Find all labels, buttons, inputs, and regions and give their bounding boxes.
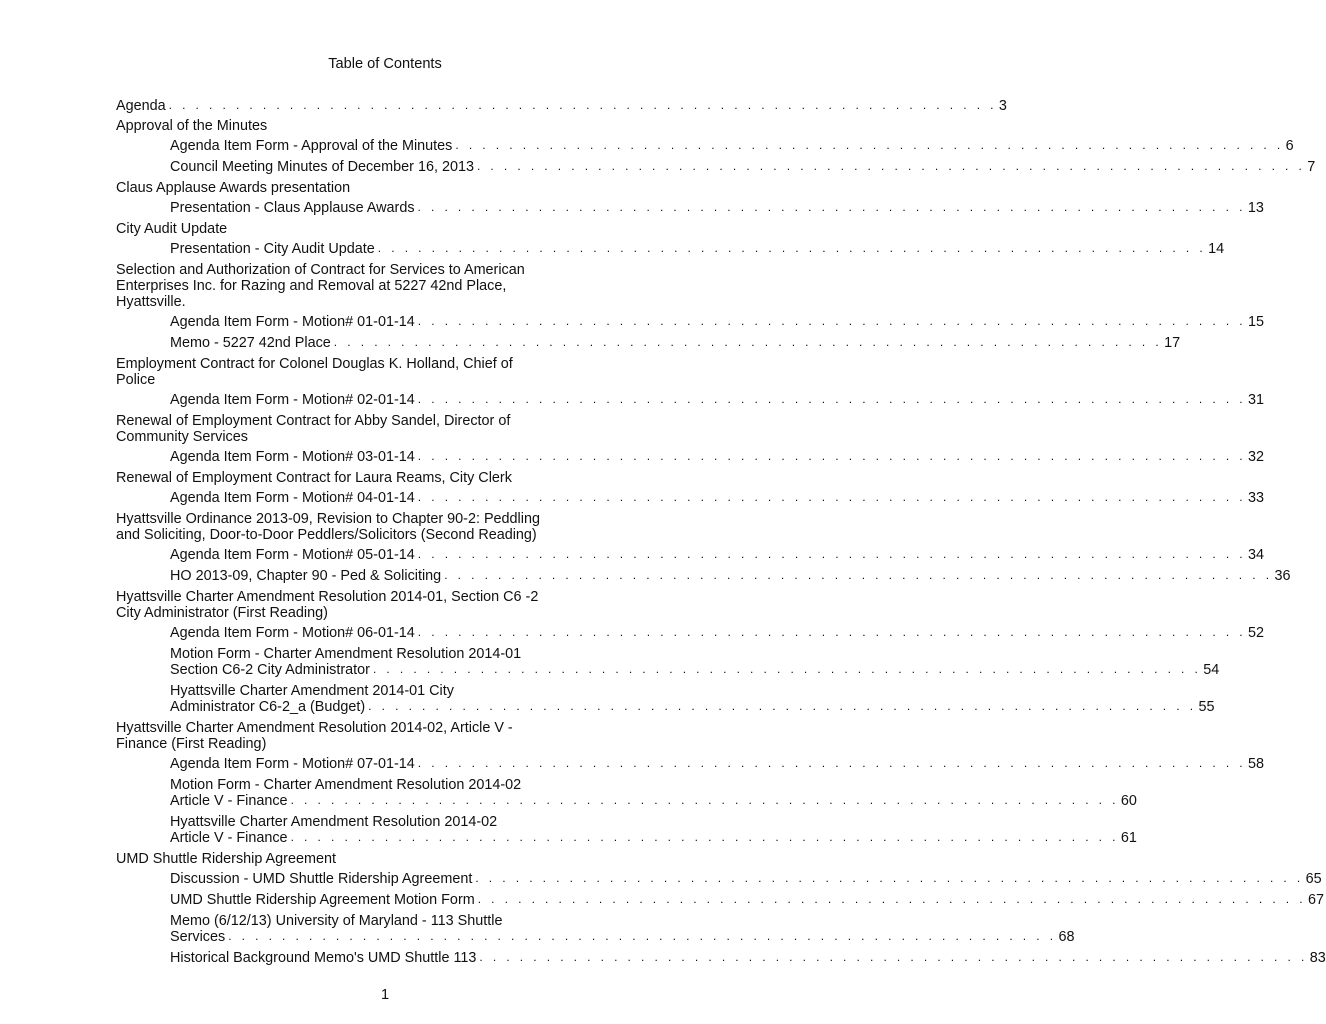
table-of-contents: [116, 96, 1326, 969]
entry-row: [170, 449, 1265, 465]
toc-entry[interactable]: [116, 312, 1265, 333]
toc-entry[interactable]: [116, 644, 1220, 681]
entry-title: Agenda Item Form - Motion# 01-01-14: [170, 314, 415, 330]
toc-entry[interactable]: [116, 239, 1225, 260]
entry-title: Council Meeting Minutes of December 16, 2013: [170, 159, 474, 175]
page-reference: 36: [1274, 568, 1291, 584]
entry-title: Discussion - UMD Shuttle Ridership Agreement: [170, 871, 473, 887]
toc-section: [116, 260, 1265, 354]
dot-leader: . . . . . . . . . . . . . . . . . . . . . . . . . . . . . . . . . . . . . . . . . . . . . . . . . . . . . . . . . . . . . .: [372, 662, 1202, 676]
section-title: City Audit Update: [116, 221, 228, 237]
dot-leader: . . . . . . . . . . . . . . . . . . . . . . . . . . . . . . . . . . . . . . . . . . . . . . . . . . . . . . . . . . . . . .: [368, 699, 1197, 713]
page-reference: 7: [1307, 159, 1316, 175]
dot-leader: . . . . . . . . . . . . . . . . . . . . . . . . . . . . . . . . . . . . . . . . . . . . . . . . . . . . . . . . . . . . . .: [476, 159, 1306, 173]
page-reference: 14: [1208, 241, 1225, 257]
page-reference: 3: [998, 98, 1007, 114]
section-title: Approval of the Minutes: [116, 118, 268, 134]
toc-section: [116, 219, 1225, 260]
entry-title: HO 2013-09, Chapter 90 - Ped & Soliciting: [170, 568, 442, 584]
page-reference: 54: [1203, 662, 1220, 678]
entry-row: [170, 241, 1225, 257]
entry-row: [170, 568, 1291, 584]
dot-leader: . . . . . . . . . . . . . . . . . . . . . . . . . . . . . . . . . . . . . . . . . . . . . . . . . . . . . . . . . . . . . .: [333, 335, 1163, 349]
entry-row: [170, 929, 1075, 945]
toc-section: [116, 116, 1316, 178]
toc-entry[interactable]: [116, 775, 1137, 812]
toc-entry[interactable]: [116, 447, 1265, 468]
toc-entry[interactable]: [116, 890, 1325, 911]
entry-row: [170, 138, 1294, 154]
toc-section: [116, 354, 1265, 411]
page-reference: 65: [1305, 871, 1322, 887]
entry-title-line: Memo (6/12/13) University of Maryland - 113 Shuttle: [170, 913, 503, 929]
section-title: Renewal of Employment Contract for Abby Sandel, Director of Community Services: [116, 413, 511, 445]
toc-entry[interactable]: [116, 754, 1265, 775]
entry-title: Agenda Item Form - Approval of the Minutes: [170, 138, 453, 154]
section-title: Claus Applause Awards presentation: [116, 180, 351, 196]
section-title: UMD Shuttle Ridership Agreement: [116, 851, 336, 867]
dot-leader: . . . . . . . . . . . . . . . . . . . . . . . . . . . . . . . . . . . . . . . . . . . . . . . . . . . . . . . . . . . . . .: [477, 892, 1306, 906]
page-reference: 6: [1285, 138, 1294, 154]
section-title: Selection and Authorization of Contract for Services to American Enterprises Inc. for Razing and Removal at 5227 42nd Place, Hyattsville.: [116, 262, 525, 310]
toc-entry[interactable]: [116, 566, 1291, 587]
page-reference: 60: [1120, 793, 1137, 809]
dot-leader: . . . . . . . . . . . . . . . . . . . . . . . . . . . . . . . . . . . . . . . . . . . . . . . . . . . . . . . . . . . . . .: [455, 138, 1284, 152]
entry-title: Administrator C6-2_a (Budget): [170, 699, 366, 715]
toc-entry[interactable]: [116, 869, 1322, 890]
dot-leader: . . . . . . . . . . . . . . . . . . . . . . . . . . . . . . . . . . . . . . . . . . . . . . . . . . . . . . . . . . . . . .: [290, 830, 1119, 844]
page-reference: 58: [1248, 756, 1265, 772]
entry-title-line: Motion Form - Charter Amendment Resolution 2014-01: [170, 646, 522, 662]
toc-section: [116, 96, 1007, 116]
dot-leader: . . . . . . . . . . . . . . . . . . . . . . . . . . . . . . . . . . . . . . . . . . . . . . . . . . . . . . . . . . . . . .: [417, 756, 1247, 770]
section-title: Renewal of Employment Contract for Laura Reams, City Clerk: [116, 470, 512, 486]
entry-title-line: Hyattsville Charter Amendment Resolution 2014-02: [170, 814, 498, 830]
entry-title: UMD Shuttle Ridership Agreement Motion Form: [170, 892, 475, 908]
toc-entry[interactable]: [116, 390, 1265, 411]
toc-entry[interactable]: [116, 812, 1137, 849]
page-reference: 55: [1198, 699, 1215, 715]
entry-row: [170, 699, 1215, 715]
entry-title: Historical Background Memo's UMD Shuttle 113: [170, 950, 477, 966]
page-reference: 15: [1248, 314, 1265, 330]
toc-entry[interactable]: [116, 911, 1075, 948]
page-reference: 34: [1248, 547, 1265, 563]
toc-section: [116, 849, 1326, 969]
entry-title: Agenda Item Form - Motion# 07-01-14: [170, 756, 415, 772]
dot-leader: . . . . . . . . . . . . . . . . . . . . . . . . . . . . . . . . . . . . . . . . . . . . . . . . . . . . . . . . . . . . . .: [417, 547, 1247, 561]
toc-entry[interactable]: [116, 681, 1215, 718]
page-reference: 33: [1248, 490, 1265, 506]
entry-row: [170, 200, 1264, 216]
entry-title: Agenda Item Form - Motion# 06-01-14: [170, 625, 415, 641]
section-title: Employment Contract for Colonel Douglas K. Holland, Chief of Police: [116, 356, 513, 388]
dot-leader: . . . . . . . . . . . . . . . . . . . . . . . . . . . . . . . . . . . . . . . . . . . . . . . . . . . . . . . . . . . . . .: [475, 871, 1304, 885]
toc-entry[interactable]: [116, 623, 1265, 644]
section-title: Hyattsville Charter Amendment Resolution 2014-02, Article V - Finance (First Reading): [116, 720, 513, 752]
entry-row: [170, 490, 1265, 506]
toc-section: [116, 178, 1264, 219]
entry-row: [170, 314, 1265, 330]
page-reference: 61: [1120, 830, 1137, 846]
dot-leader: . . . . . . . . . . . . . . . . . . . . . . . . . . . . . . . . . . . . . . . . . . . . . . . . . . . . . . . . . . . . . .: [417, 625, 1247, 639]
entry-title-line: Motion Form - Charter Amendment Resolution 2014-02: [170, 777, 522, 793]
entry-title: Presentation - Claus Applause Awards: [170, 200, 415, 216]
dot-leader: . . . . . . . . . . . . . . . . . . . . . . . . . . . . . . . . . . . . . . . . . . . . . . . . . . . . . . . . . . . . . .: [417, 200, 1246, 214]
dot-leader: . . . . . . . . . . . . . . . . . . . . . . . . . . . . . . . . . . . . . . . . . . . . . . . . . . . . . . . . . . . . . .: [417, 490, 1247, 504]
entry-row: [170, 830, 1137, 846]
toc-entry[interactable]: [116, 157, 1316, 178]
page-reference: 67: [1308, 892, 1325, 908]
section-title: Agenda: [116, 98, 166, 114]
page-reference: 31: [1248, 392, 1265, 408]
entry-row: [170, 950, 1326, 966]
entry-row: [170, 871, 1322, 887]
page-reference: 83: [1309, 950, 1326, 966]
toc-section: [116, 509, 1291, 587]
page-reference: 17: [1164, 335, 1181, 351]
page-reference: 52: [1248, 625, 1265, 641]
entry-title: Article V - Finance: [170, 830, 288, 846]
toc-entry[interactable]: [116, 198, 1264, 219]
page-number: 1: [380, 987, 390, 1003]
toc-entry[interactable]: [116, 333, 1181, 354]
toc-section: [116, 718, 1265, 849]
page-reference: 68: [1058, 929, 1075, 945]
entry-row: [170, 625, 1265, 641]
page-reference: 32: [1248, 449, 1265, 465]
toc-entry[interactable]: [116, 136, 1294, 157]
document-title: Table of Contents: [328, 56, 442, 72]
entry-row: [170, 335, 1181, 351]
entry-title: Memo - 5227 42nd Place: [170, 335, 331, 351]
entry-title: Agenda Item Form - Motion# 05-01-14: [170, 547, 415, 563]
dot-leader: . . . . . . . . . . . . . . . . . . . . . . . . . . . . . . . . . . . . . . . . . . . . . . . . . . . . . . . . . . . . . .: [417, 449, 1247, 463]
dot-leader: . . . . . . . . . . . . . . . . . . . . . . . . . . . . . . . . . . . . . . . . . . . . . . . . . . . . . . . . . . . . . .: [417, 392, 1247, 406]
dot-leader: . . . . . . . . . . . . . . . . . . . . . . . . . . . . . . . . . . . . . . . . . . . . . . . . . . . . . . . . . . . . . .: [377, 241, 1207, 255]
entry-row: [170, 892, 1325, 908]
dot-leader: . . . . . . . . . . . . . . . . . . . . . . . . . . . . . . . . . . . . . . . . . . . . . . . . . . . . . . . . . . . . . .: [444, 568, 1273, 582]
entry-row: [170, 392, 1265, 408]
toc-section-heading[interactable]: [116, 96, 1007, 116]
toc-entry[interactable]: [116, 488, 1265, 509]
entry-title: Presentation - City Audit Update: [170, 241, 375, 257]
entry-title: Services: [170, 929, 226, 945]
toc-entry[interactable]: [116, 948, 1326, 969]
entry-title: Agenda Item Form - Motion# 02-01-14: [170, 392, 415, 408]
entry-title: Agenda Item Form - Motion# 04-01-14: [170, 490, 415, 506]
dot-leader: . . . . . . . . . . . . . . . . . . . . . . . . . . . . . . . . . . . . . . . . . . . . . . . . . . . . . . . . . . . . . .: [228, 929, 1057, 943]
entry-title: Article V - Finance: [170, 793, 288, 809]
toc-section: [116, 468, 1265, 509]
entry-row: [170, 547, 1265, 563]
entry-title-line: Hyattsville Charter Amendment 2014-01 City: [170, 683, 454, 699]
section-title: Hyattsville Ordinance 2013-09, Revision to Chapter 90-2: Peddling and Soliciting, Door-to-Door Peddlers/Solicitors (Second Reading): [116, 511, 540, 543]
page-reference: 13: [1247, 200, 1264, 216]
toc-section: [116, 411, 1265, 468]
dot-leader: . . . . . . . . . . . . . . . . . . . . . . . . . . . . . . . . . . . . . . . . . . . . . . . . . . . . . . . . . . . . . .: [290, 793, 1119, 807]
entry-row: [170, 756, 1265, 772]
entry-row: [170, 662, 1220, 678]
dot-leader: . . . . . . . . . . . . . . . . . . . . . . . . . . . . . . . . . . . . . . . . . . . . . . . . . . . . . . . . . . . . . .: [479, 950, 1308, 964]
entry-title: Agenda Item Form - Motion# 03-01-14: [170, 449, 415, 465]
toc-section: [116, 587, 1265, 718]
dot-leader: . . . . . . . . . . . . . . . . . . . . . . . . . . . . . . . . . . . . . . . . . . . . . . . . . . . . . . . . . . . . . .: [417, 314, 1247, 328]
dot-leader: . . . . . . . . . . . . . . . . . . . . . . . . . . . . . . . . . . . . . . . . . . . . . . . . . . . . . . . . . . . . . .: [168, 98, 997, 112]
section-title: Hyattsville Charter Amendment Resolution 2014-01, Section C6 -2 City Administrator (First Reading): [116, 589, 539, 621]
toc-entry[interactable]: [116, 545, 1265, 566]
entry-row: [170, 159, 1316, 175]
entry-title: Section C6-2 City Administrator: [170, 662, 370, 678]
entry-row: [170, 793, 1137, 809]
